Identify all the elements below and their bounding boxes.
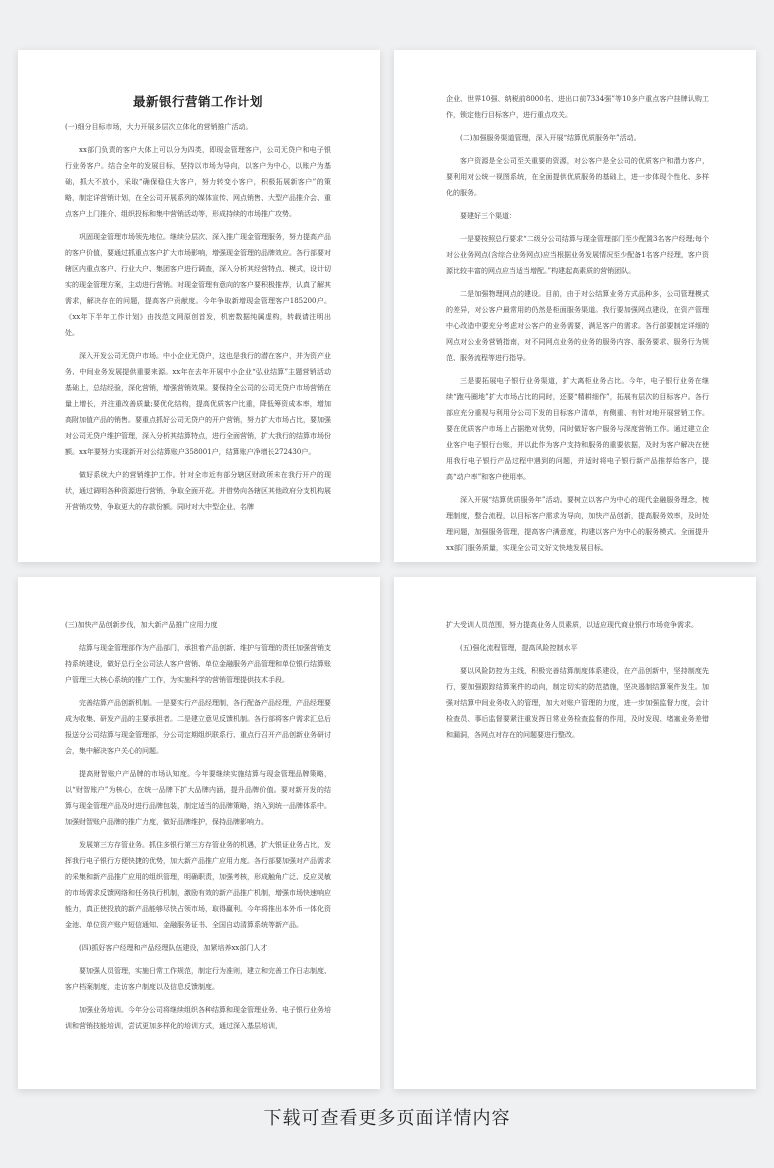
section-heading: (三)加快产品创新步伐，加大新产品推广应用力度 xyxy=(65,621,218,629)
document-page-4 xyxy=(394,577,756,1089)
section-heading: (一)细分目标市场，大力开展多层次立体化的营销推广活动。 xyxy=(65,123,253,131)
paragraph: 完善结算产品创新机制。一是要实行产品经理制，各行配备产品经理，产品经理要成为收集、研发产品的主要承担者。二是建立意见反馈机制。各行部将客户需求汇总后报送分公司结算与现金管理部，分公司定期组织联系行、重点行召开产品创新业务研讨会，集中解决客户关心的问题。 xyxy=(65,699,331,755)
paragraph: 三是要拓展电子银行业务渠道，扩大离柜业务占比。今年，电子银行业务在继续“跑马圈地”扩大市场占比的同时，还要“精耕细作”，拓展有层次的目标客户。各行部应充分重视与利用分公司下发的目标客户清单，有侧重、有针对地开展营销工作。要在优质客户市场上占据绝对优势，同时做好客户服务与深度营销工作。通过建立企业客户电子银行台账，并以此作为客户支持和服务的重要依据，及时为客户解决在使用我行电子银行产品过程中遇到的问题，并适时将电子银行新产品推荐给客户，提高“动户率”和客户使用率。 xyxy=(446,377,709,481)
download-more-link[interactable]: 下载可查看更多页面详情内容 xyxy=(263,1108,511,1129)
document-title: 最新银行营销工作计划 xyxy=(132,94,263,109)
paragraph: 做好系统大户的营销维护工作。针对全市近有部分辖区财政所未在我行开户的现状，通过调明各种资源进行营销，争取全面开花。并借势向各辖区其他政府分支机构展开营销攻势，争取更大的存款份额。同时对大中型企业、名牌 xyxy=(65,471,331,511)
paragraph: 扩大受训人员范围，努力提高业务人员素质，以适应现代商业银行市场竞争需求。 xyxy=(446,621,698,629)
paragraph: 要以风险防控为主线，积极完善结算制度体系建设，在产品创新中，坚持制度先行，要加强跟踪结算案件的动向，制定切实的防范措施，坚决遏制结算案件发生。加强对结算中间业务收入的管理，加大对账户管理的力度，进一步加强监督力度，会计检查员、事后监督要紧注重发挥日常业务检查监督的作用，及时发现、堵塞业务差错和漏洞，各网点对存在的问题要进行整改。 xyxy=(446,667,709,739)
paragraph: 要加强人员管理，实施日常工作规范，制定行为准则，建立和完善工作日志制度、客户档案制度，走访客户制度以及信息反馈制度。 xyxy=(65,967,331,991)
paragraph: 企业、世界10强、纳税前8000名、进出口前7334强”等10多户重点客户挂牌认购工作，锁定他行目标客户，进行重点攻关。 xyxy=(446,95,709,119)
paragraph: 一是要按照总行要求“二级分公司结算与现金管理部门至少配置3名客户经理;每个对公业务网点(含综合业务网点)应当根据业务发展情况至少配备1名客户经理，客户资源比较丰富的网点应当适当增配。”构建起高素质的营销团队。 xyxy=(446,235,709,275)
section-heading: (四)抓好客户经理和产品经理队伍建设，加紧培养xx部门人才 xyxy=(79,944,268,952)
section-heading: (五)强化流程管理，提高风险控制水平 xyxy=(460,644,578,652)
paragraph: 巩固现金管理市场领先地位。继续分层次、深入推广现金管理服务，努力提高产品的客户价值，要通过抓重点客户扩大市场影响，增强现金管理的品牌效应。各行部要对辖区内重点客户、行业大户、集团客户进行调查，深入分析其经营特点、模式，设计切实的现金管理方案，主动进行营销。对现金管理有意向的客户要积极推荐，认真了解其需求，解决存在的问题，提高客户贡献度。今年争取新增现金管理客户185200户。《xx年下半年工作计划》由找范文网原创首发，机密数据纯属虚构，转载请注明出处。 xyxy=(65,233,331,337)
paragraph: 二是加强物理网点的建设。目前，由于对公结算业务方式品种多，公司管理模式的差异，对公客户最常用的仍然是柜面服务渠道。我行要加强网点建设，在资产管理中心改造中要充分考虑对公客户的业务需要，满足客户的需求。各行部要制定详细的网点对公业务营销指南，对不同网点业务的业务的服务内容、服务要求、服务行为规范、服务流程等进行指导。 xyxy=(446,290,709,362)
paragraph: xx部门负责的客户大体上可以分为四类，即现金管理客户，公司无贷户和电子银行业务客户。结合全年的发展目标，坚持以市场为导向，以客户为中心，以账户为基础，抓大不放小，采取“确保稳住大客户，努力转变小客户，积极拓展新客户”的策略，制定详营销计划，在全公司开展系列的媒体宣传、网点销售、大型产品推介会、重点客户上门推介、组织投标和集中营销活动等，形成持续的市场推广攻势。 xyxy=(65,146,331,218)
section-heading: (二)加强服务渠道管理，深入开展“结算优质服务年”活动。 xyxy=(460,134,641,142)
paragraph: 发展第三方存管业务。抓住多银行第三方存管业务的机遇，扩大银证业务占比，发挥我行电子银行方便快捷的优势，加大新产品推广应用力度。各行部要加强对产品需求的采集和新产品推广应用的组织管理，明确职责，加强考核，形成触角广泛、反应灵敏的市场需求反馈网络和任务执行机制，激励有效的新产品推广机制，增强市场快速响应能力，真正使投放的新产品能够尽快占领市场，取得赢利。今年将推出本外币一体化资金池、单位资产账户短信通知、金融服务证书、全国自动清算系统等新产品。 xyxy=(65,841,331,929)
paragraph: 深入开展“结算优质服务年”活动。要树立以客户为中心的现代金融服务理念，梳理制度，整合流程，以目标客户需求为导向，加快产品创新，提高服务效率，及时处理问题，加强服务管理，提高客户满意度，构建以客户为中心的服务模式。全面提升xx部门服务质量，实现全公司文好文快地发展目标。 xyxy=(446,496,709,552)
paragraph: 要建好三个渠道： xyxy=(460,212,516,220)
paragraph: 客户资源是全公司至关重要的资源，对公客户是全公司的优质客户和潜力客户，要利用对公统一视图系统，在全面提供优质服务的基础上，进一步体现个性化、多样化的服务。 xyxy=(446,157,709,197)
paragraph: 结算与现金管理部作为产品部门，承担着产品创新、维护与管理的责任加强营销支持系统建设，做好总行全公司法人客户营销、单位金融服务产品管理和单位银行结算账户管理三大核心系统的推广工作，为实施科学的营销管理提供技术手段。 xyxy=(65,644,331,684)
paragraph: 深入开发公司无贷户市场。中小企业无贷户，这也是我行的潜在客户，并为资产业务、中间业务发展提供重要来源。xx年在去年开展中小企业“弘业结算”主题营销活动基础上，总结经验，深化营销，增强营销效果。要保持全公司的公司无贷户市场营销在量上增长，并注重改善质量;要优化结构，提高优质客户比重，降低筹资成本率，增加高附加值产品的销售。要重点抓好公司无贷户的开户营销，努力扩大市场占比，要加强对公司无贷户维护管理，深入分析其结算特点，进行全面营销，扩大我行的结算市场份额。xx年要努力实现新开对公结算账户358001户，结算账户净增长272430户。 xyxy=(65,352,331,456)
paragraph: 加强业务培训。今年分公司将继续组织各种结算和现金管理业务、电子银行业务培训和营销技能培训，尝试更加多样化的培训方式，通过深入基层培训， xyxy=(65,1006,331,1030)
document-page-2 xyxy=(394,50,756,562)
document-page-3 xyxy=(18,577,380,1089)
document-page-1 xyxy=(18,50,380,562)
paragraph: 提高财智账户产品牌的市场认知度。今年要继续实施结算与现金管理品牌策略，以“财智账户”为核心，在统一品牌下扩大品牌内涵，提升品牌价值。要对新开发的结算与现金管理产品及时进行品牌包装，制定适当的品牌策略，纳入到统一品牌体系中。加强财智账户品牌的推广力度，做好品牌维护，保持品牌影响力。 xyxy=(65,770,331,826)
